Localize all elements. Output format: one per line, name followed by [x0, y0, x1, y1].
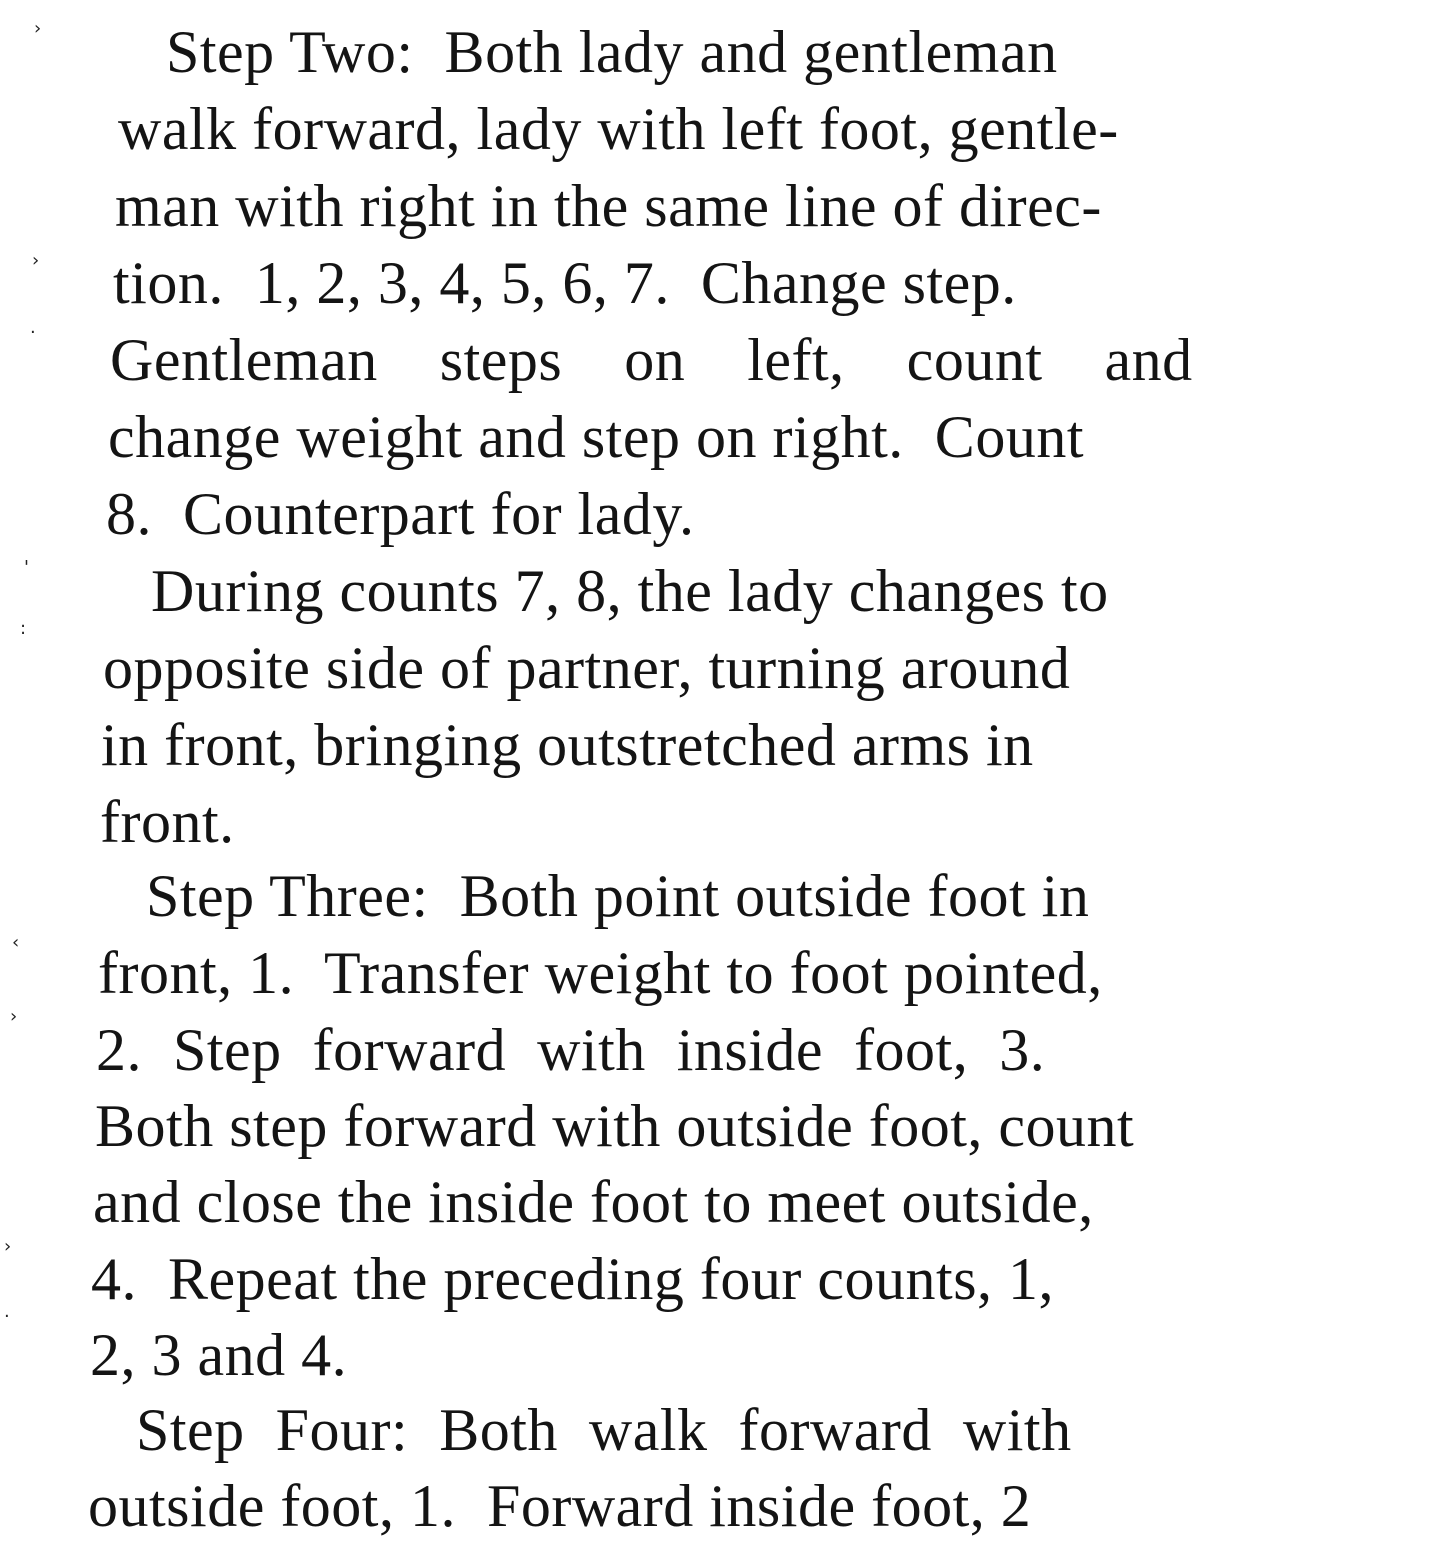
margin-speck: › [34, 18, 42, 39]
text-line: and close the inside foot to meet outside, [93, 1169, 1094, 1235]
margin-speck: : [20, 618, 27, 639]
text-line: 2. Step forward with inside foot, 3. [96, 1017, 1046, 1083]
margin-speck: · [30, 322, 36, 343]
margin-speck: ‹ [12, 932, 20, 953]
margin-speck: ' [24, 557, 29, 578]
text-line: opposite side of partner, turning around [103, 635, 1071, 701]
text-line: 4. Repeat the preceding four counts, 1, [91, 1246, 1055, 1312]
text-line: change weight and step on right. Count [108, 404, 1084, 470]
margin-speck: › [10, 1006, 18, 1027]
margin-speck: › [32, 250, 40, 271]
margin-speck: · [4, 1306, 10, 1327]
text-line: front. [100, 789, 235, 855]
text-line: front, 1. Transfer weight to foot pointed, [98, 940, 1103, 1006]
text-line: 8. Counterpart for lady. [106, 481, 695, 547]
text-line: Both step forward with outside foot, count [95, 1093, 1135, 1159]
text-line: During counts 7, 8, the lady changes to [151, 558, 1109, 624]
margin-speck: › [4, 1236, 12, 1257]
text-line: tion. 1, 2, 3, 4, 5, 6, 7. Change step. [113, 250, 1017, 316]
text-line: in front, bringing outstretched arms in [101, 712, 1034, 778]
text-line: Step Four: Both walk forward with [136, 1397, 1072, 1463]
text-line: walk forward, lady with left foot, gentle- [118, 96, 1119, 162]
text-line: Gentleman steps on left, count and [110, 327, 1193, 393]
text-line: Step Three: Both point outside foot in [146, 863, 1090, 929]
text-line: 2, 3 and 4. [90, 1322, 348, 1388]
text-line: outside foot, 1. Forward inside foot, 2 [88, 1473, 1032, 1539]
text-line: Step Two: Both lady and gentleman [166, 19, 1058, 85]
text-line: man with right in the same line of direc- [115, 173, 1102, 239]
